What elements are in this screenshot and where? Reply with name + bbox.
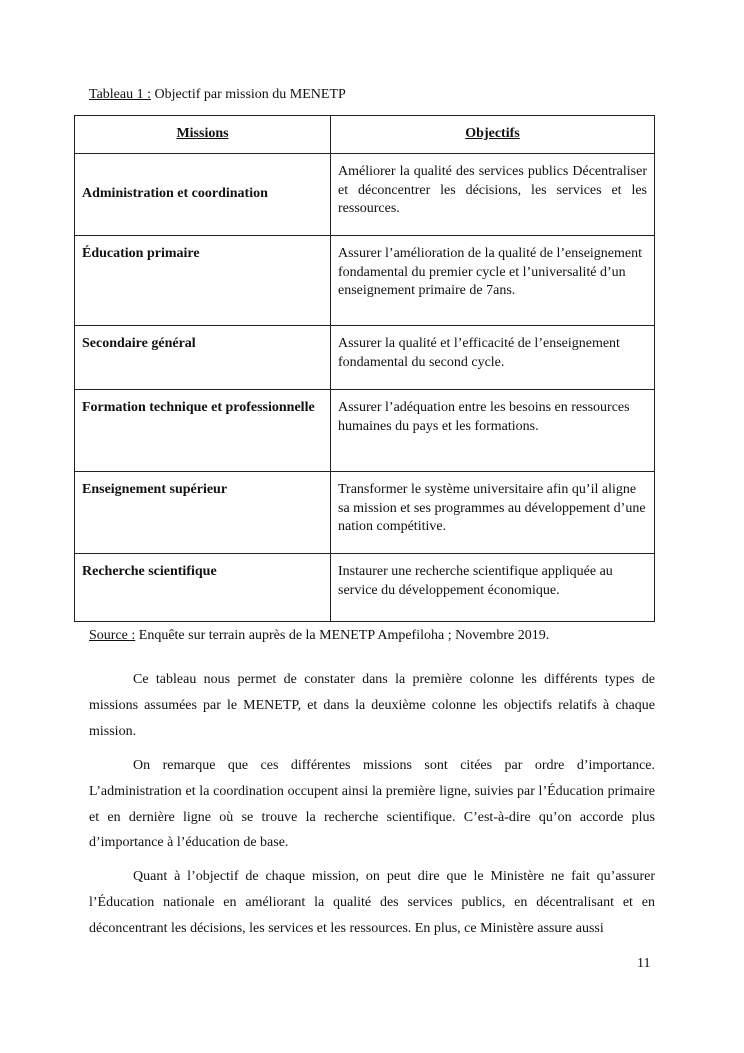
source-label: Source :: [89, 628, 136, 643]
header-objectifs: Objectifs: [331, 116, 655, 154]
page-number: 11: [637, 956, 651, 971]
table-row: [75, 472, 655, 554]
objective-cell: Transformer le système universitaire afin qu’il aligne sa mission et ses programmes au développement d’une nation compétitive.: [331, 472, 655, 554]
caption-title: Objectif par mission du MENETP: [151, 87, 346, 102]
objective-cell: Assurer la qualité et l’efficacité de l’enseignement fondamental du second cycle.: [331, 326, 655, 390]
mission-cell: Recherche scientifique: [75, 554, 331, 622]
table-header-row: [75, 116, 655, 154]
table-row: [75, 390, 655, 472]
objective-cell: Instaurer une recherche scientifique appliquée au service du développement économique.: [331, 554, 655, 622]
source-text: Enquête sur terrain auprès de la MENETP Ampefiloha ; Novembre 2019.: [135, 628, 550, 643]
body-text: [89, 667, 655, 950]
missions-table: [74, 115, 655, 622]
table-row: [75, 554, 655, 622]
table-row: [75, 236, 655, 326]
header-missions: Missions: [75, 116, 331, 154]
objective-cell: Améliorer la qualité des services publics Décentraliser et déconcentrer les décisions, les services et les ressources.: [331, 154, 655, 236]
mission-cell: Secondaire général: [75, 326, 331, 390]
paragraph: On remarque que ces différentes missions sont citées par ordre d’importance. L’administration et la coordination occupent ainsi la première ligne, suivies par l’Éducation primaire et en dernière ligne où se trouve la recherche scientifique. C’est-à-dire qu’on accorde plus d’importance à l’éducation de base.: [89, 757, 655, 851]
table-caption: [89, 87, 346, 103]
mission-cell: Administration et coordination: [75, 154, 331, 236]
caption-label: Tableau 1 :: [89, 87, 151, 102]
objective-cell: Assurer l’adéquation entre les besoins en ressources humaines du pays et les formations.: [331, 390, 655, 472]
objective-cell: Assurer l’amélioration de la qualité de l’enseignement fondamental du premier cycle et l’universalité d’un enseignement primaire de 7ans.: [331, 236, 655, 326]
source-note: [89, 628, 549, 644]
table-row: [75, 154, 655, 236]
paragraph: Quant à l’objectif de chaque mission, on peut dire que le Ministère ne fait qu’assurer l’Éducation nationale en améliorant la qualité des services publics, en décentralisant et en déconcentrant les décisions, les services et les ressources. En plus, ce Ministère assure aussi: [89, 869, 655, 937]
mission-cell: Formation technique et professionnelle: [75, 390, 331, 472]
mission-cell: Éducation primaire: [75, 236, 331, 326]
mission-cell: Enseignement supérieur: [75, 472, 331, 554]
paragraph: Ce tableau nous permet de constater dans la première colonne les différents types de missions assumées par le MENETP, et dans la deuxième colonne les objectifs relatifs à chaque mission.: [89, 672, 655, 739]
table-row: [75, 326, 655, 390]
